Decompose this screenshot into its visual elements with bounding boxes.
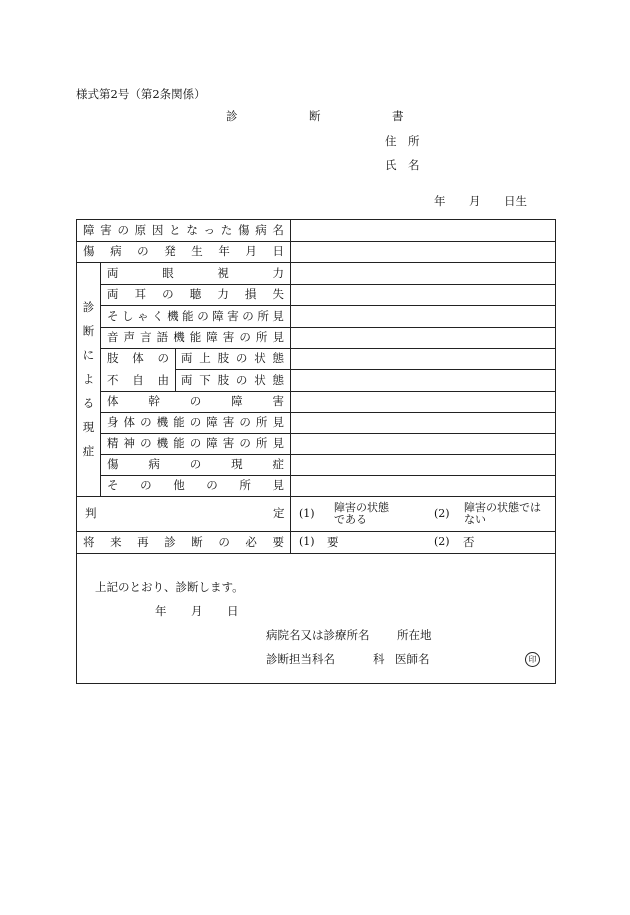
hospital-name-label: 病院名又は診療所名 (266, 628, 370, 642)
label-char: 害 (222, 330, 235, 345)
side-char: 現 (82, 420, 95, 435)
department-suffix: 科 (373, 652, 385, 666)
label-char: 下 (199, 372, 211, 387)
body-function-label (107, 412, 284, 433)
label-char: の (140, 436, 152, 451)
side-char: 断 (82, 323, 95, 338)
label-char: 病 (110, 244, 122, 259)
label-char: 聴 (189, 287, 202, 302)
label-char: 体 (107, 394, 119, 409)
reexam-opt2-num[interactable]: (2) (434, 535, 450, 549)
label-char: の (239, 436, 251, 451)
judgment-opt2-line1: 障害の状態では (464, 501, 541, 515)
label-char: 能 (189, 330, 202, 345)
onset-date-field[interactable] (291, 241, 555, 262)
hearing-label (107, 284, 284, 305)
label-char: な (186, 223, 198, 238)
label-char: 日 (272, 244, 284, 259)
label-char: の (218, 534, 230, 549)
label-char: 所 (255, 436, 268, 451)
label-char: と (169, 223, 181, 238)
label-char: 機 (167, 308, 179, 323)
label-char: 来 (110, 534, 122, 549)
doctor-name-label: 医師名 (395, 652, 430, 666)
label-char: 見 (272, 415, 284, 430)
label-char: 自 (132, 372, 144, 387)
label-char: 断 (191, 534, 203, 549)
label-char: 神 (123, 436, 136, 451)
label-char: 害 (100, 223, 112, 238)
label-char: 原 (134, 223, 147, 238)
label-char: 語 (156, 330, 169, 345)
label-char: 状 (254, 351, 266, 366)
label-char: 態 (272, 351, 284, 366)
label-char: っ (203, 223, 216, 238)
label-char: 精 (107, 436, 119, 451)
mental-function-label (107, 433, 284, 454)
label-char: 月 (245, 244, 257, 259)
label-char: 言 (140, 330, 152, 345)
label-char: 眼 (162, 265, 174, 280)
label-char: 両 (107, 265, 119, 280)
label-char: 機 (173, 330, 185, 345)
diagnosis-form-table (76, 219, 556, 684)
label-char: 能 (173, 436, 185, 451)
label-char: 将 (83, 534, 95, 549)
title-char-3: 書 (392, 109, 404, 123)
label-char: 状 (254, 372, 266, 387)
label-char: 傷 (107, 457, 119, 472)
current-condition-label (107, 454, 284, 475)
statement-text: 上記のとおり、診断します。 (95, 580, 244, 594)
label-char: 名 (272, 223, 284, 238)
label-char: の (197, 308, 209, 323)
label-char: 体 (132, 351, 144, 366)
label-char: 両 (107, 287, 119, 302)
label-char: 体 (123, 415, 136, 430)
address-label-2: 所 (408, 134, 420, 148)
label-char: 現 (231, 457, 243, 472)
label-char: 必 (245, 534, 257, 549)
label-char: 見 (272, 478, 284, 493)
label-char: の (117, 223, 129, 238)
birth-month-label: 月 (469, 194, 481, 208)
name-label-1: 氏 (385, 158, 397, 172)
label-char: の (239, 415, 251, 430)
label-char: そ (107, 308, 119, 323)
label-char: 肢 (217, 351, 230, 366)
label-char: そ (107, 478, 119, 493)
label-char: 害 (222, 436, 235, 451)
label-char: 声 (123, 330, 136, 345)
reexam-opt2[interactable]: 否 (463, 534, 475, 549)
limb-label-2 (107, 369, 169, 391)
label-char: 見 (272, 330, 284, 345)
label-char: の (189, 436, 202, 451)
label-char: 害 (222, 415, 235, 430)
label-char: た (220, 223, 233, 238)
label-char: し (122, 308, 134, 323)
date-month-label: 月 (191, 604, 203, 618)
label-char: の (206, 478, 218, 493)
lower-limbs-label (181, 369, 284, 391)
date-year-label: 年 (155, 604, 167, 618)
label-char: 症 (272, 457, 284, 472)
label-char: 上 (199, 351, 211, 366)
label-char: 損 (244, 287, 257, 302)
label-char: 病 (255, 223, 267, 238)
label-char: 害 (272, 394, 284, 409)
label-char: 所 (255, 415, 268, 430)
label-char: 要 (272, 534, 284, 549)
chewing-label (107, 305, 284, 327)
label-char: 傷 (237, 223, 250, 238)
label-char: 力 (272, 265, 284, 280)
other-findings-label (107, 475, 284, 496)
label-char: の (242, 308, 254, 323)
diagnosis-side-label (77, 262, 100, 496)
label-char: 障 (206, 415, 218, 430)
label-char: 力 (217, 287, 229, 302)
label-char: 再 (137, 534, 149, 549)
side-char: る (82, 396, 95, 411)
label-char: 生 (191, 244, 203, 259)
date-day-label: 日 (227, 604, 239, 618)
label-char: の (189, 457, 202, 472)
speech-label (107, 327, 284, 348)
judgment-opt1-line2: である (334, 513, 367, 526)
title-char-2: 断 (309, 109, 321, 123)
label-char: 傷 (83, 244, 95, 259)
label-char: の (235, 351, 248, 366)
injury-name-label (83, 220, 284, 241)
label-char: 機 (156, 436, 169, 451)
judgment-opt2-text[interactable] (464, 499, 541, 529)
seal-icon: 印 (525, 652, 540, 667)
label-char: 発 (164, 244, 176, 259)
label-char: 病 (148, 457, 160, 472)
label-char: 見 (272, 308, 284, 323)
judgment-label-left: 判 (85, 506, 97, 521)
label-char: 能 (182, 308, 194, 323)
label-char: の (189, 394, 202, 409)
birth-year-label: 年 (434, 194, 446, 208)
label-char: ゃ (137, 308, 149, 323)
upper-limbs-label (181, 348, 284, 369)
side-char: よ (82, 371, 95, 386)
judgment-opt1-num[interactable]: (1) (299, 506, 315, 520)
label-char: 診 (164, 534, 176, 549)
judgment-opt1-text[interactable] (334, 499, 389, 529)
label-char: く (152, 308, 164, 323)
reexam-opt1-num[interactable]: (1) (299, 535, 315, 549)
label-char: 肢 (107, 351, 119, 366)
side-char: 症 (82, 444, 95, 459)
reexam-label (83, 531, 284, 553)
address-label-1: 住 (385, 134, 397, 148)
label-char: 失 (272, 287, 284, 302)
label-char: 身 (107, 415, 119, 430)
label-char: 所 (257, 308, 269, 323)
judgment-label-right: 定 (273, 506, 285, 521)
title-char-1: 診 (226, 109, 238, 123)
label-char: 音 (107, 330, 119, 345)
label-char: の (137, 244, 149, 259)
side-char: に (82, 347, 95, 362)
label-char: 所 (255, 330, 268, 345)
judgment-opt2-num[interactable]: (2) (434, 506, 450, 520)
label-char: 因 (151, 223, 164, 238)
vision-label (107, 262, 284, 284)
label-char: 障 (206, 436, 218, 451)
label-char: の (189, 415, 202, 430)
label-char: 機 (156, 415, 169, 430)
injury-name-field[interactable] (291, 220, 555, 241)
label-char: の (235, 372, 248, 387)
label-char: 視 (217, 265, 229, 280)
label-char: 所 (239, 478, 251, 493)
label-char: 年 (218, 244, 230, 259)
side-char: 診 (82, 299, 95, 314)
label-char: の (157, 351, 169, 366)
judgment-opt1-line1: 障害の状態 (334, 501, 389, 515)
label-char: 由 (157, 372, 169, 387)
department-label: 診断担当科名 (266, 652, 335, 666)
label-char: 幹 (148, 394, 160, 409)
label-char: 障 (212, 308, 224, 323)
label-char: の (140, 415, 152, 430)
label-char: 他 (173, 478, 185, 493)
label-char: 能 (173, 415, 185, 430)
label-char: 障 (206, 330, 218, 345)
label-char: 両 (181, 351, 193, 366)
label-char: の (162, 287, 174, 302)
birth-day-label: 日生 (504, 194, 527, 208)
label-char: 耳 (134, 287, 147, 302)
onset-date-label (83, 241, 284, 262)
reexam-opt1[interactable]: 要 (327, 534, 339, 549)
limb-label-1 (107, 348, 169, 369)
label-char: 肢 (217, 372, 230, 387)
label-char: 態 (272, 372, 284, 387)
label-char: 見 (272, 436, 284, 451)
label-char: 障 (231, 394, 243, 409)
label-char: の (140, 478, 152, 493)
form-number: 様式第2号（第2条関係） (76, 87, 206, 101)
location-label: 所在地 (397, 628, 432, 642)
label-char: 障 (83, 223, 95, 238)
judgment-opt2-line2: ない (464, 513, 486, 526)
trunk-label (107, 391, 284, 412)
label-char: 害 (227, 308, 239, 323)
label-char: の (239, 330, 251, 345)
label-char: 両 (181, 372, 193, 387)
name-label-2: 名 (408, 158, 420, 172)
label-char: 不 (107, 372, 119, 387)
